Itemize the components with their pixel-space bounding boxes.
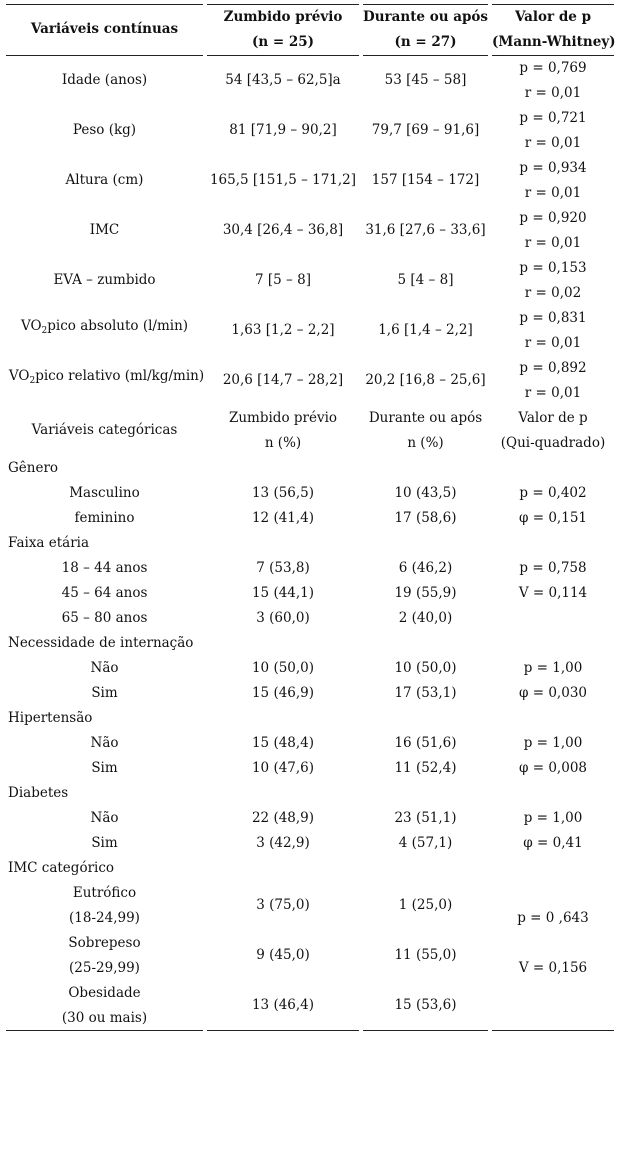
- row-group2-value: 31,6 [27,6 – 33,6]: [365, 222, 486, 238]
- cat-row-group1: 3 (60,0): [256, 610, 310, 626]
- cat-row-group2: 11 (52,4): [394, 760, 457, 776]
- row-p-value: p = 0,721: [519, 110, 587, 126]
- header-group1-title: Zumbido prévio: [223, 9, 343, 25]
- cat-row-group2: 2 (40,0): [398, 610, 453, 626]
- row-effect-size: r = 0,01: [524, 135, 582, 151]
- group-title-imc: IMC categórico: [8, 860, 115, 876]
- row-effect-size: r = 0,02: [524, 285, 582, 301]
- cat-row-label: Masculino: [69, 485, 140, 501]
- row-label: Idade (anos): [61, 72, 148, 88]
- row-group2-value: 53 [45 – 58]: [384, 72, 467, 88]
- row-group1-value: 30,4 [26,4 – 36,8]: [222, 222, 344, 238]
- row-effect-size: r = 0,01: [524, 185, 582, 201]
- cat-row-group1: 9 (45,0): [256, 947, 310, 963]
- row-effect-size: r = 0,01: [524, 385, 582, 401]
- cat-row-stat: φ = 0,030: [519, 685, 587, 701]
- cat-row-label: 45 – 64 anos: [61, 585, 148, 601]
- cat-row-stat: p = 1,00: [523, 810, 583, 826]
- row-effect-size: r = 0,01: [524, 335, 582, 351]
- row-group1-value: 1,63 [1,2 – 2,2]: [231, 322, 335, 338]
- bottom-rule-3: [363, 1030, 488, 1031]
- row-p-value: p = 0,892: [519, 360, 587, 376]
- cat-row-group2: 17 (53,1): [394, 685, 457, 701]
- cat-header-variable: Variáveis categóricas: [31, 422, 178, 438]
- group-title-genero: Gênero: [8, 460, 59, 476]
- cat-row-label: feminino: [74, 510, 135, 526]
- group-title-hipertensao: Hipertensão: [8, 710, 93, 726]
- cat-row-group2: 11 (55,0): [394, 947, 457, 963]
- cat-row-stat: V = 0,114: [518, 585, 588, 601]
- cat-row-label-range: (18-24,99): [69, 910, 140, 926]
- row-group2-value: 20,2 [16,8 – 25,6]: [365, 372, 486, 388]
- cat-row-label-range: (25-29,99): [69, 960, 140, 976]
- row-group1-value: 54 [43,5 – 62,5]a: [225, 72, 341, 88]
- cat-row-group1: 12 (41,4): [251, 510, 315, 526]
- cat-header-p-value: Valor de p: [518, 410, 588, 426]
- cat-row-group2: 1 (25,0): [398, 897, 453, 913]
- cat-row-label: Sim: [91, 835, 118, 851]
- row-label: EVA – zumbido: [53, 272, 156, 288]
- row-p-value: p = 0,920: [519, 210, 587, 226]
- row-label: [6, 314, 203, 339]
- cat-header-group2-title: Durante ou após: [368, 410, 483, 426]
- row-effect-size: r = 0,01: [524, 235, 582, 251]
- cat-row-group2: 19 (55,9): [394, 585, 457, 601]
- cat-row-group2: 23 (51,1): [394, 810, 457, 826]
- row-label: [6, 364, 207, 389]
- cat-header-group2-unit: n (%): [407, 435, 444, 451]
- bottom-rule-1: [6, 1030, 203, 1031]
- cat-row-label: 65 – 80 anos: [61, 610, 148, 626]
- row-group2-value: 157 [154 – 172]: [371, 172, 480, 188]
- cat-row-group2: 16 (51,6): [394, 735, 457, 751]
- row-label: Altura (cm): [65, 172, 144, 188]
- cat-row-label: 18 – 44 anos: [61, 560, 148, 576]
- cat-row-group1: 3 (75,0): [256, 897, 310, 913]
- cat-row-label: Não: [90, 810, 119, 826]
- cat-row-group1: 15 (46,9): [251, 685, 315, 701]
- cat-row-label: Sim: [91, 685, 118, 701]
- cat-row-group1: 10 (47,6): [251, 760, 315, 776]
- cat-row-label: Sobrepeso: [68, 935, 141, 951]
- row-label-prefix: VO: [20, 318, 42, 334]
- row-group1-value: 7 [5 – 8]: [255, 272, 311, 288]
- row-label-suffix: pico absoluto (l/min): [47, 318, 189, 334]
- row-group2-value: 79,7 [69 – 91,6]: [371, 122, 480, 138]
- cat-header-group1-title: Zumbido prévio: [228, 410, 338, 426]
- row-p-value: p = 0,934: [519, 160, 587, 176]
- cat-row-label: Não: [90, 735, 119, 751]
- cat-row-group2: 10 (50,0): [394, 660, 457, 676]
- row-p-value: p = 0,831: [519, 310, 587, 326]
- row-label: IMC: [89, 222, 120, 238]
- cat-row-group1: 15 (48,4): [251, 735, 315, 751]
- header-group1-n: (n = 25): [251, 34, 315, 50]
- header-rule-3: [363, 55, 488, 56]
- header-test: (Mann-Whitney): [492, 34, 616, 50]
- cat-row-stat: p = 1,00: [523, 735, 583, 751]
- cat-row-stat: φ = 0,008: [519, 760, 587, 776]
- cat-row-group1: 7 (53,8): [256, 560, 310, 576]
- cat-row-group1: 15 (44,1): [251, 585, 315, 601]
- cat-row-group2: 10 (43,5): [394, 485, 457, 501]
- cat-row-stat: p = 0,758: [519, 560, 587, 576]
- cat-row-group2: 6 (46,2): [398, 560, 453, 576]
- cat-header-group1-unit: n (%): [264, 435, 302, 451]
- header-variable: Variáveis contínuas: [30, 21, 179, 37]
- cat-row-label: Obesidade: [68, 985, 141, 1001]
- cat-row-group1: 13 (46,4): [251, 997, 315, 1013]
- bottom-rule-2: [207, 1030, 359, 1031]
- cat-row-group2: 17 (58,6): [394, 510, 457, 526]
- cat-row-stat: φ = 0,151: [519, 510, 587, 526]
- cat-row-group1: 13 (56,5): [251, 485, 315, 501]
- row-label-subscript: 2: [41, 326, 48, 336]
- cat-row-label: Eutrófico: [72, 885, 137, 901]
- group-title-internacao: Necessidade de internação: [8, 635, 194, 651]
- row-group2-value: 1,6 [1,4 – 2,2]: [378, 322, 473, 338]
- header-rule-2: [207, 55, 359, 56]
- header-p-value: Valor de p: [514, 9, 592, 25]
- cat-row-stat: φ = 0,41: [523, 835, 583, 851]
- row-label-prefix: VO: [8, 368, 30, 384]
- cat-row-label: Sim: [91, 760, 118, 776]
- cat-row-label-range: (30 ou mais): [61, 1010, 148, 1026]
- cat-header-test: (Qui-quadrado): [500, 435, 606, 451]
- group-title-diabetes: Diabetes: [8, 785, 69, 801]
- row-label: Peso (kg): [72, 122, 137, 138]
- cat-row-group1: 22 (48,9): [251, 810, 315, 826]
- cat-row-group1: 3 (42,9): [256, 835, 310, 851]
- cat-row-stat: p = 0,402: [519, 485, 587, 501]
- row-group1-value: 81 [71,9 – 90,2]: [229, 122, 337, 138]
- cat-row-label: Não: [90, 660, 119, 676]
- bottom-rule-4: [492, 1030, 614, 1031]
- header-group2-title: Durante ou após: [363, 9, 489, 25]
- cat-row-group2: 4 (57,1): [398, 835, 453, 851]
- cat-row-group2: 15 (53,6): [394, 997, 457, 1013]
- row-label-suffix: pico relativo (ml/kg/min): [35, 368, 205, 384]
- top-rule-1: [6, 4, 203, 5]
- row-group1-value: 165,5 [151,5 – 171,2]: [209, 172, 357, 188]
- row-group1-value: 20,6 [14,7 – 28,2]: [222, 372, 344, 388]
- group-title-faixa: Faixa etária: [8, 535, 90, 551]
- row-group2-value: 5 [4 – 8]: [397, 272, 454, 288]
- cat-row-stat: p = 0 ,643: [517, 910, 589, 926]
- header-group2-n: (n = 27): [394, 34, 457, 50]
- row-p-value: p = 0,769: [519, 60, 587, 76]
- row-effect-size: r = 0,01: [524, 85, 582, 101]
- header-rule-1: [6, 55, 203, 56]
- cat-row-group1: 10 (50,0): [251, 660, 315, 676]
- cat-row-stat: p = 1,00: [523, 660, 583, 676]
- row-p-value: p = 0,153: [519, 260, 587, 276]
- cat-row-stat: V = 0,156: [518, 960, 588, 976]
- row-label-subscript: 2: [29, 376, 36, 386]
